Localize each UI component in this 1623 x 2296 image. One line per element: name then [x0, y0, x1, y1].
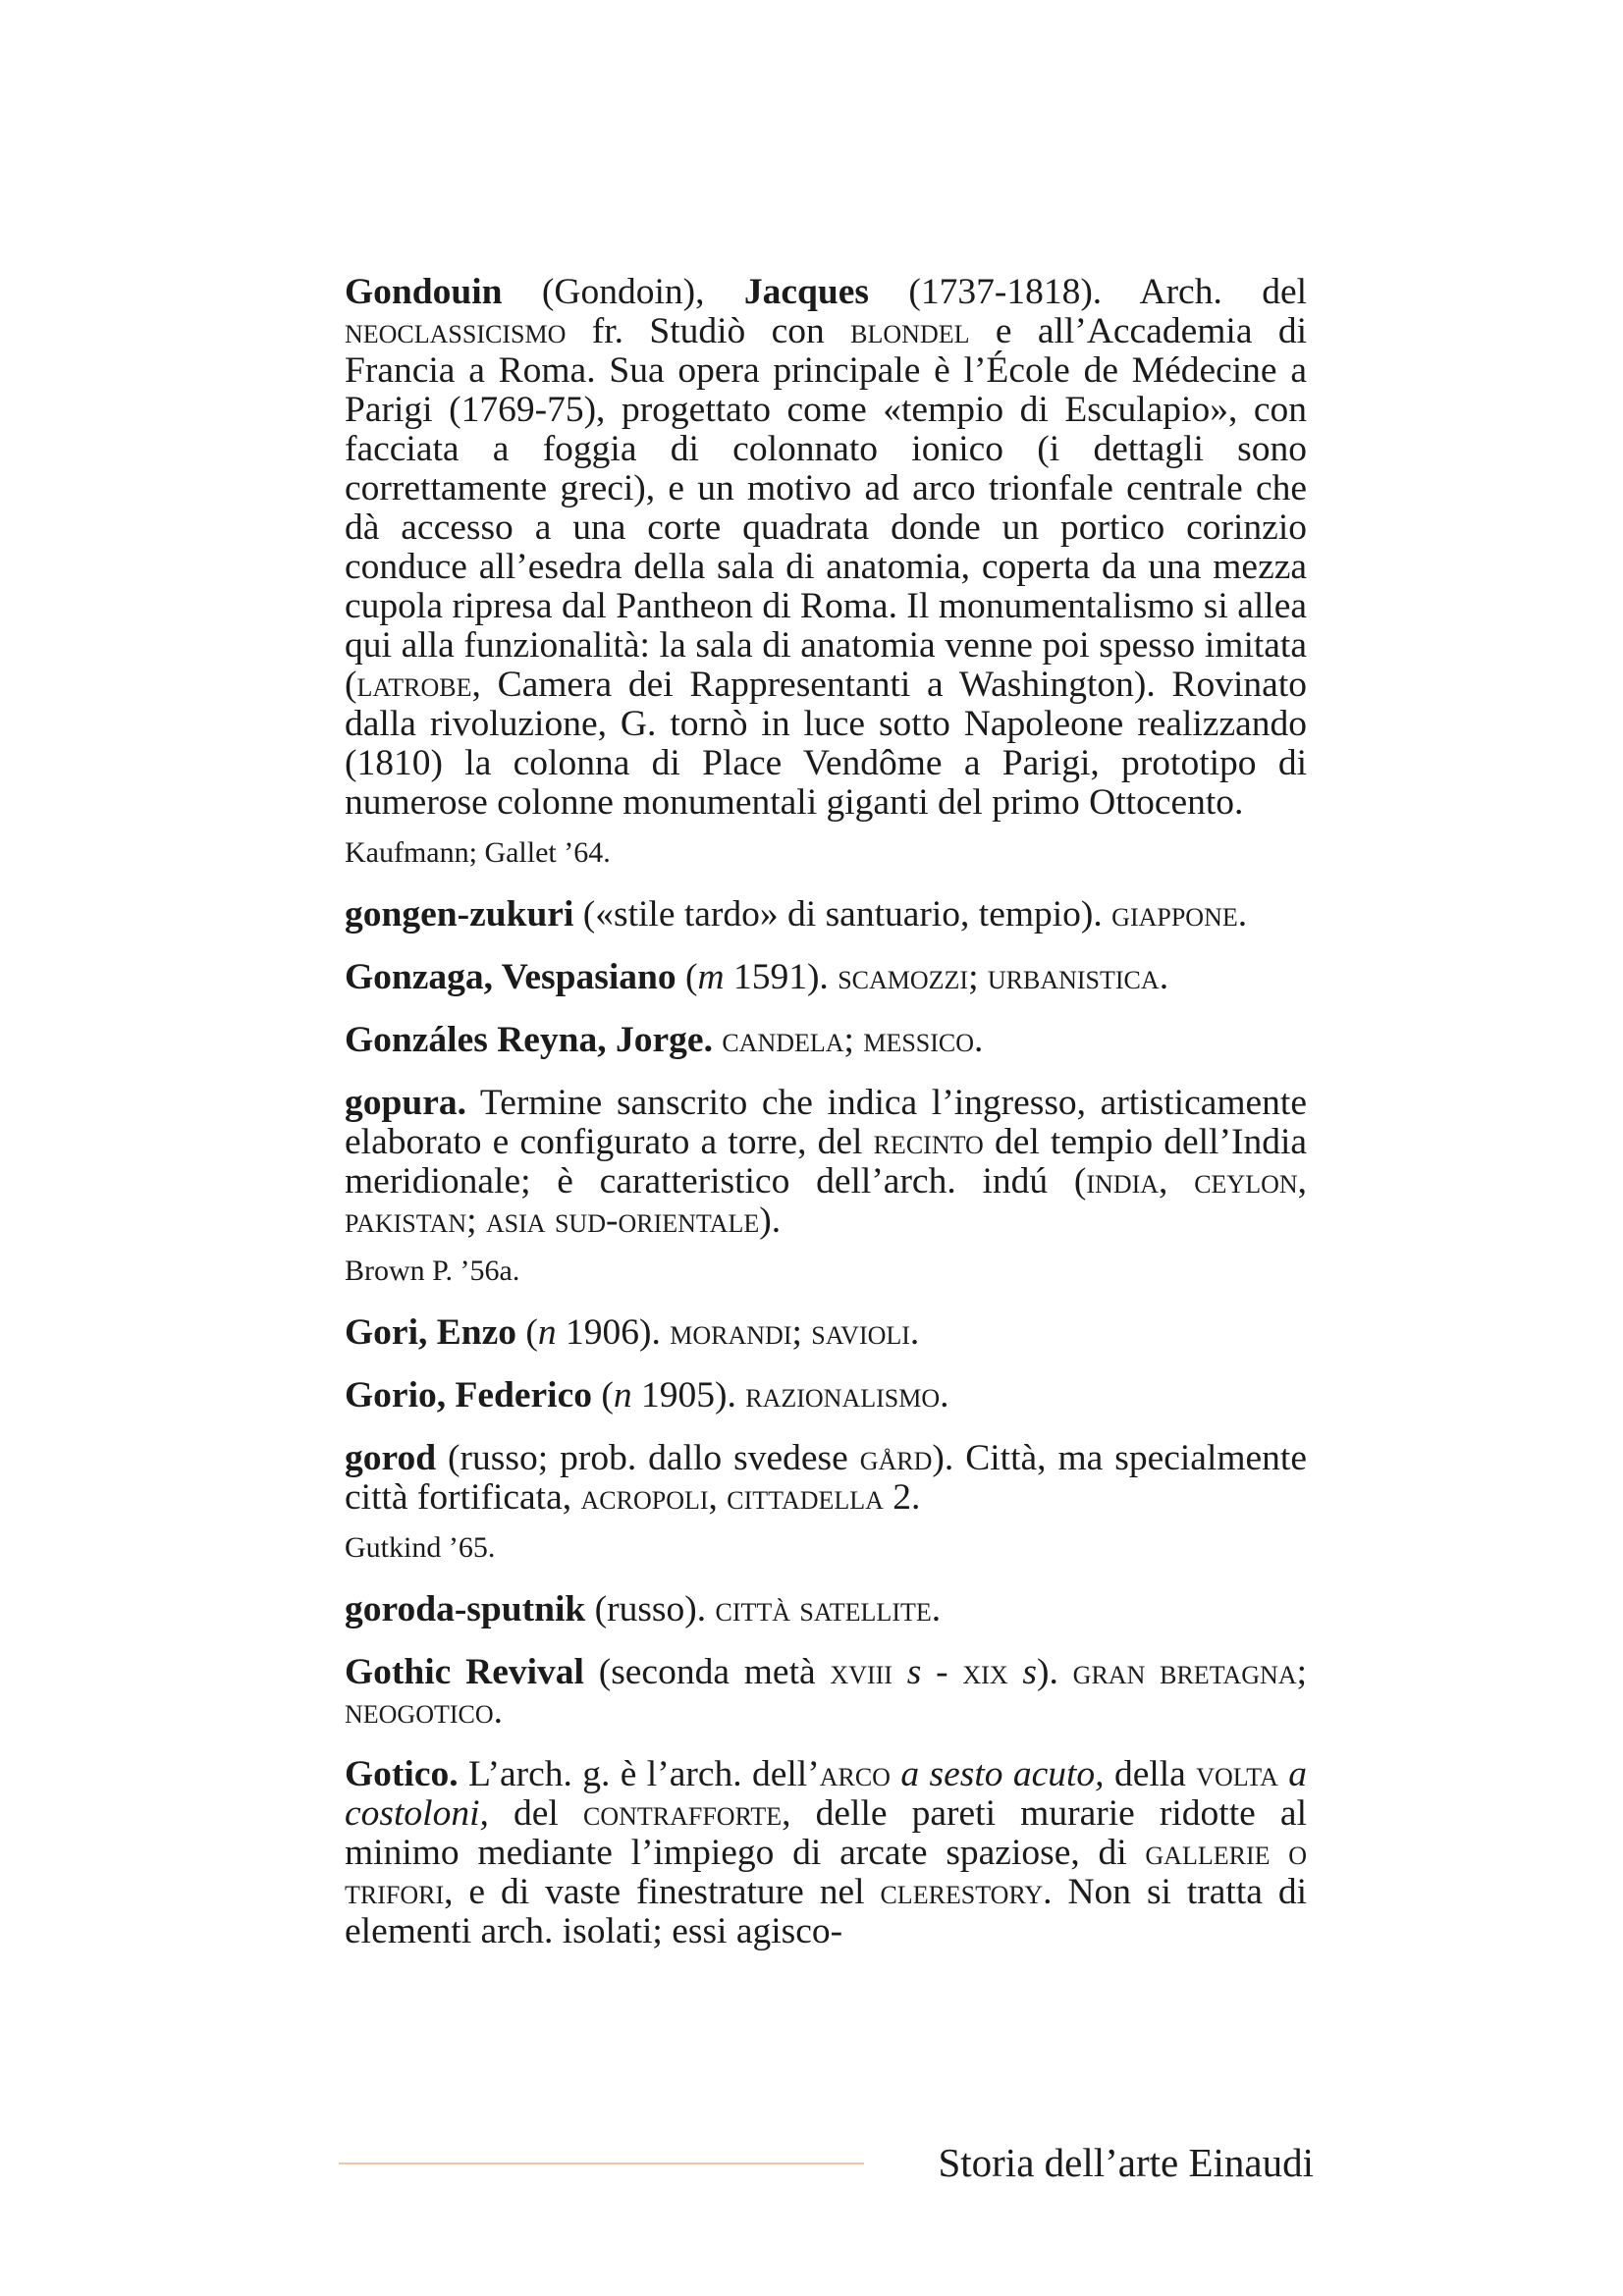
entry-headword: Gonzáles Reyna, Jorge. [345, 1020, 713, 1060]
cross-reference: urbanistica [987, 957, 1160, 997]
dictionary-entry [345, 1084, 1307, 1290]
italic-text: a costoloni, [345, 1754, 1307, 1834]
cross-reference: asia sud-orientale [485, 1201, 760, 1241]
cross-reference: clerestory [880, 1872, 1044, 1912]
entry-paragraph [345, 1021, 1307, 1060]
italic-text: s [906, 1652, 922, 1692]
footer-title: Storia dell’arte Einaudi [938, 2140, 1314, 2185]
cross-reference: xix [962, 1652, 1008, 1692]
entry-text: ( [592, 1375, 614, 1415]
entry-paragraph [345, 273, 1307, 823]
entry-text: ). Città, ma specialmente città fortificata, [345, 1438, 1307, 1518]
dictionary-entry [345, 958, 1307, 997]
entry-text: . [940, 1375, 949, 1415]
entry-paragraph [345, 1084, 1307, 1241]
entry-bibliography: Gutkind ’65. [345, 1531, 496, 1564]
entry-text: . Non si tratta di elementi arch. isolati; essi agisco- [345, 1872, 1307, 1951]
dictionary-entry [345, 1376, 1307, 1415]
cross-reference: gård [859, 1438, 933, 1478]
entry-headword: goroda-sputnik [345, 1589, 586, 1629]
cross-reference: recinto [873, 1122, 984, 1162]
entry-headword: Gothic Revival [345, 1652, 584, 1692]
cross-reference: savioli [811, 1312, 910, 1353]
entry-text: . [974, 1020, 984, 1060]
entry-text: , e di vaste finestrature nel [444, 1872, 881, 1912]
entry-paragraph [345, 1590, 1307, 1629]
entry-text: (1737-1818). Arch. del [868, 272, 1308, 312]
cross-reference: blondel [850, 311, 970, 351]
entry-text: della [1104, 1754, 1197, 1794]
cross-reference: arco [819, 1754, 891, 1794]
entry-text: (russo; prob. dallo svedese [436, 1438, 860, 1478]
footer-rule [339, 2163, 864, 2164]
entry-text [893, 1652, 907, 1692]
entry-text: ). [759, 1201, 782, 1241]
entry-paragraph [345, 1755, 1307, 1951]
cross-reference: ceylon [1194, 1161, 1298, 1201]
entry-text [713, 1020, 722, 1060]
entry-text: ; [791, 1312, 812, 1353]
entry-text: L’arch. g. è l’arch. dell’ [458, 1754, 820, 1794]
entry-text: . [909, 1312, 920, 1353]
cross-reference: volta [1196, 1754, 1278, 1794]
dictionary-entry [345, 273, 1307, 872]
entry-text: (Gondoin), [502, 272, 744, 312]
entry-text: , Camera dei Rappresentanti a Washington). Rovinato dalla rivoluzione, G. tornò in luce sotto Napoleone realizzando (1810) la colonna di Place Vendôme a Parigi, prototipo di numerose colonne monumentali giganti del primo Ottocento. [345, 665, 1307, 823]
entry-text: - [921, 1652, 963, 1692]
italic-text: a sesto acuto, [900, 1754, 1105, 1794]
entry-text: 1591). [724, 957, 839, 997]
cross-reference: morandi [670, 1312, 792, 1353]
entry-text: (russo). [585, 1589, 716, 1629]
entry-headword: Gondouin [345, 272, 503, 312]
dictionary-entries [345, 273, 1307, 1975]
italic-text: m [697, 957, 725, 997]
entry-text: («stile tardo» di santuario, tempio). [573, 894, 1112, 934]
entry-text: del tempio dell’India meridionale; è caratteristico dell’arch. indú ( [345, 1122, 1308, 1201]
entry-headword: Gorio, Federico [345, 1375, 592, 1415]
entry-headword: Gotico. [345, 1754, 459, 1794]
italic-text: n [613, 1375, 632, 1415]
entry-headword: Jacques [743, 272, 869, 312]
entry-bibliography: Brown P. ’56a. [345, 1255, 520, 1287]
entry-paragraph [345, 1653, 1307, 1732]
cross-reference: neoclassicismo [345, 311, 567, 351]
entry-headword: Gonzaga, Vespasiano [345, 957, 676, 997]
cross-reference: giappone [1111, 894, 1238, 934]
entry-headword: gorod [345, 1438, 437, 1478]
dictionary-entry [345, 895, 1307, 934]
entry-text: . [1237, 894, 1248, 934]
entry-text [1008, 1652, 1023, 1692]
dictionary-entry [345, 1313, 1307, 1353]
entry-text: (seconda metà [583, 1652, 831, 1692]
entry-paragraph [345, 958, 1307, 997]
cross-reference: città satellite [715, 1589, 932, 1629]
dictionary-entry [345, 1021, 1307, 1060]
dictionary-entry [345, 1755, 1307, 1951]
entry-text: , [1297, 1161, 1307, 1201]
entry-text: ; [968, 957, 988, 997]
dictionary-entry [345, 1439, 1307, 1567]
entry-paragraph [345, 1439, 1307, 1518]
entry-text: ( [676, 957, 698, 997]
cross-reference: gran bretagna [1072, 1652, 1297, 1692]
cross-reference: contrafforte [582, 1793, 783, 1834]
entry-headword: Gori, Enzo [345, 1312, 516, 1353]
entry-text: 1906). [556, 1312, 671, 1353]
cross-reference: neogotico [345, 1691, 494, 1732]
entry-text: 1905). [631, 1375, 746, 1415]
cross-reference: scamozzi [838, 957, 969, 997]
entry-text: 2. [883, 1477, 921, 1518]
entry-text: . [931, 1589, 942, 1629]
cross-reference: latrobe [356, 665, 472, 705]
cross-reference: pakistan [345, 1201, 467, 1241]
entry-paragraph [345, 1376, 1307, 1415]
cross-reference: razionalismo [745, 1375, 941, 1415]
italic-text: n [537, 1312, 557, 1353]
cross-reference: candela [722, 1020, 844, 1060]
entry-text: . [493, 1691, 504, 1732]
entry-headword: gongen-zukuri [345, 894, 574, 934]
entry-text: ( [516, 1312, 538, 1353]
cross-reference: xviii [830, 1652, 893, 1692]
entry-text: Termine sanscrito che indica l’ingresso, artisticamente elaborato e configurato a torre, del [345, 1083, 1307, 1162]
entry-bibliography: Kaufmann; Gallet ’64. [345, 836, 611, 869]
entry-headword: gopura. [345, 1083, 466, 1123]
entry-text [891, 1754, 900, 1794]
entry-text: . [1159, 957, 1169, 997]
entry-text: , [708, 1477, 728, 1518]
entry-text: , delle pareti murarie ridotte al minimo mediante l’impiego di arcate spaziose, di [345, 1793, 1307, 1873]
cross-reference: messico [863, 1020, 975, 1060]
italic-text: s [1022, 1652, 1038, 1692]
entry-text [1278, 1754, 1288, 1794]
cross-reference: gallerie o trifori [345, 1833, 1308, 1912]
dictionary-entry [345, 1653, 1307, 1732]
entry-text: ; [1296, 1652, 1308, 1692]
entry-text: e all’Accademia di Francia a Roma. Sua opera principale è l’École de Médecine a Parigi (1769-75), progettato come «tempio di Esculapio», con facciata a foggia di colonnato ionico (i dettagli sono correttamente greci), e un motivo ad arco trionfale centrale che dà accesso a una corte quadrata donde un portico corinzio conduce all’esedra della sala di anatomia, coperta da una mezza cupola ripresa dal Pantheon di Roma. Il monumentalismo si allea qui alla funzionalità: la sala di anatomia venne poi spesso imitata ( [345, 311, 1307, 705]
entry-text: , [1159, 1161, 1195, 1201]
entry-paragraph [345, 895, 1307, 934]
cross-reference: acropoli [580, 1477, 709, 1518]
cross-reference: cittadella [727, 1477, 884, 1518]
cross-reference: india [1086, 1161, 1160, 1201]
entry-text: ; [466, 1201, 486, 1241]
entry-text: fr. Studiò con [566, 311, 851, 351]
entry-text: del [488, 1793, 583, 1834]
entry-text: ). [1037, 1652, 1073, 1692]
entry-text: ; [843, 1020, 864, 1060]
entry-paragraph [345, 1313, 1307, 1353]
dictionary-entry [345, 1590, 1307, 1629]
